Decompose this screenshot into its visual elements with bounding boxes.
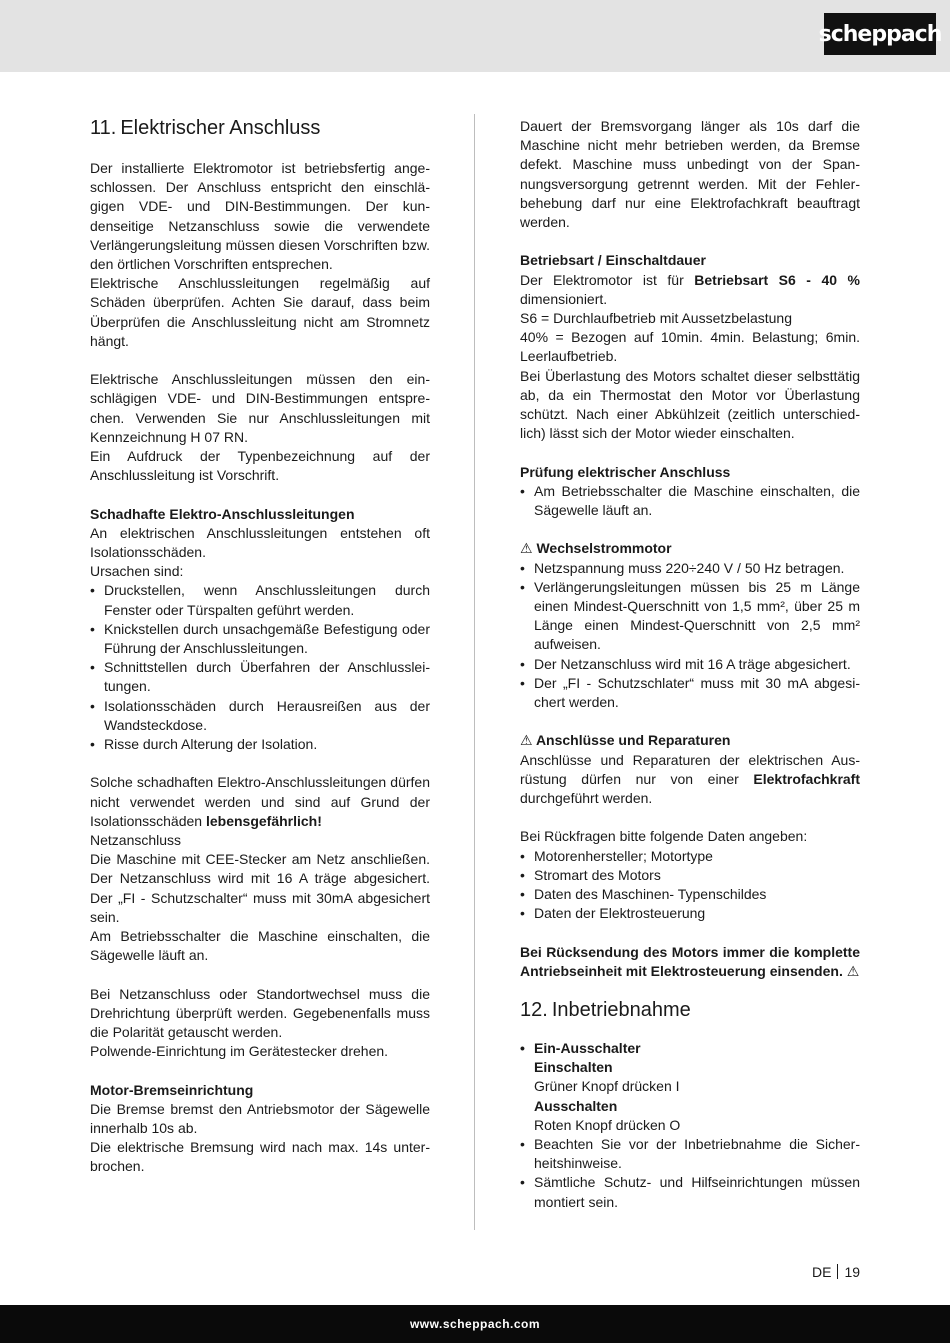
section-11-heading: 11. Elektrischer Anschluss — [90, 117, 321, 139]
list-item: • Schnittstellen durch Überfahren der Anschlussleitungen. — [90, 658, 430, 696]
paragraph: Der Elektromotor ist für Betriebsart S6 - 40 % dimensioniert. — [520, 271, 860, 307]
list-item: • Daten des Maschinen- Typenschildes — [520, 885, 860, 904]
warning-icon: ⚠ — [520, 732, 533, 749]
paragraph: 40% = Bezogen auf 10min. 4min. Belastung; 6min. Leerlaufbetrieb. — [520, 329, 860, 365]
ac-list — [520, 559, 860, 713]
paragraph: Die Maschine mit CEE-Stecker am Netz anschließen. Der Netzanschluss wird mit 16 A träge abgesichert. Der „FI - Schutzschalter“ muss mit 30mA abgesichert sein. — [90, 851, 430, 925]
column-divider — [474, 114, 475, 1230]
operating-mode-heading: Betriebsart / Einschaltdauer — [520, 252, 706, 269]
footer-url[interactable]: www.scheppach.com — [409, 1317, 541, 1331]
list-item: • Der „FI - Schutzschlater“ muss mit 30 mA abgesichert werden. — [520, 674, 860, 712]
on-text: Grüner Knopf drücken I — [534, 1078, 680, 1095]
warning-icon: ⚠ — [846, 962, 860, 979]
list-item: • Beachten Sie vor der Inbetriebnahme die Sicherheitshinweise. — [520, 1135, 860, 1173]
paragraph: Ursachen sind: — [90, 563, 184, 580]
paragraph: Netzanschluss — [90, 832, 182, 849]
list-item: • Motorenhersteller; Motortype — [520, 847, 860, 866]
paragraph: Ein Aufdruck der Typenbezeichnung auf der Anschlussleitung ist Vorschrift. — [90, 448, 430, 484]
page-number: DE 19 — [812, 1264, 861, 1280]
paragraph: Elektrische Anschlussleitungen regelmäßig auf Schäden überprüfen. Achten Sie darauf, dass beim Überprüfen die Anschlussleitung nicht am Stromnetz hängt. — [90, 275, 430, 349]
off-label: Ausschalten — [534, 1097, 618, 1114]
paragraph: Polwende-Einrichtung im Gerätestecker drehen. — [90, 1043, 389, 1060]
list-item: • Risse durch Alterung der Isolation. — [90, 735, 430, 754]
causes-list — [90, 581, 430, 754]
list-item: • Stromart des Motors — [520, 866, 860, 885]
paragraph: Bei Rückfragen bitte folgende Daten angeben: — [520, 828, 808, 845]
query-list — [520, 847, 860, 924]
paragraph: Elektrische Anschlussleitungen müssen den einschlägigen VDE- und DIN-Bestimmungen entsprechen. Verwenden Sie nur Anschlussleitungen mit Kennzeichnung H 07 RN. — [90, 371, 430, 445]
section-12-heading: 12. Inbetriebnahme — [520, 999, 691, 1022]
footer-bar — [0, 1305, 950, 1343]
list-item: • Daten der Elektrosteuerung — [520, 904, 860, 923]
paragraph: Bei Netzanschluss oder Standortwechsel muss die Drehrichtung überprüft werden. Gegebenenfalls muss die Polarität getauscht werden. — [90, 985, 430, 1041]
paragraph: An elektrischen Anschlussleitungen entstehen oft Isolationsschäden. — [90, 524, 430, 561]
list-item: • Verlängerungsleitungen müssen bis 25 m Länge einen Mindest-Querschnitt von 1,5 mm², über 25 m Länge einen Mindest-Querschnitt von 2,5 mm² aufweisen. — [520, 578, 860, 655]
final-list — [520, 1135, 860, 1212]
ac-motor-heading: ⚠ Wechselstrommotor — [520, 539, 860, 558]
off-text: Roten Knopf drücken O — [534, 1116, 681, 1133]
left-column — [90, 117, 430, 1177]
right-column — [520, 117, 860, 1212]
list-item: • Am Betriebsschalter die Maschine einschalten, die Sägewelle läuft an. — [520, 482, 860, 520]
paragraph: Am Betriebsschalter die Maschine einschalten, die Sägewelle läuft an. — [90, 928, 430, 964]
paragraph: S6 = Durchlaufbetrieb mit Aussetzbelastung — [520, 310, 792, 327]
list-item: • Netzspannung muss 220÷240 V / 50 Hz betragen. — [520, 559, 860, 578]
startup-list — [520, 1039, 860, 1058]
paragraph: Der installierte Elektromotor ist betriebsfertig angeschlossen. Der Anschluss entspricht den einschlägigen VDE- und DIN-Bestimmungen. Der kundenseitige Netzanschluss sowie die verwendete Verlängerungsleitung müssen diesen Vorschriften bzw. den örtlichen Vorschriften entsprechen. — [90, 160, 430, 273]
list-item: • Knickstellen durch unsachgemäße Befestigung oder Führung der Anschlussleitungen. — [90, 620, 430, 658]
return-note: Bei Rücksendung des Motors immer die komplette Antriebseinheit mit Elektrosteuerung einsenden. ⚠ — [520, 943, 860, 981]
paragraph: Die elektrische Bremsung wird nach max. 14s unterbrochen. — [90, 1139, 430, 1175]
damaged-cables-heading: Schadhafte Elektro-Anschlussleitungen — [90, 505, 355, 522]
on-label: Einschalten — [534, 1059, 613, 1076]
paragraph: Anschlüsse und Reparaturen der elektrischen Ausrüstung dürfen nur von einer Elektrofachkraft durchgeführt werden. — [520, 751, 860, 807]
paragraph: Die Bremse bremst den Antriebsmotor der Sägewelle innerhalb 10s ab. — [90, 1100, 430, 1137]
brake-heading: Motor-Bremseinrichtung — [90, 1081, 254, 1098]
list-item: • Der Netzanschluss wird mit 16 A träge abgesichert. — [520, 655, 860, 674]
paragraph: Bei Überlastung des Motors schaltet dieser selbsttätig ab, da ein Thermostat den Motor vor Überlastung schützt. Nach einer Abkühlzeit (zeitlich unterschiedlich) lässt sich der Motor wieder einschalten. — [520, 367, 860, 442]
list-item: • Isolationsschäden durch Herausreißen aus der Wandsteckdose. — [90, 697, 430, 735]
paragraph: Dauert der Bremsvorgang länger als 10s darf die Maschine nicht mehr betrieben werden, da Bremse defekt. Maschine muss unbedingt von der Spannungsversorgung getrennt werden. Mit der Fehlerbehebung darf nur eine Elektrofachkraft beauftragt werden. — [520, 118, 860, 231]
list-item: • Ein-Ausschalter — [520, 1039, 860, 1058]
warning-icon: ⚠ — [520, 540, 533, 557]
paragraph: Solche schadhaften Elektro-Anschlussleitungen dürfen nicht verwendet werden und sind auf Grund der Isolationsschäden lebensgefährlich! — [90, 774, 430, 829]
connection-check-heading: Prüfung elektrischer Anschluss — [520, 463, 731, 480]
repairs-heading: ⚠ Anschlüsse und Reparaturen — [520, 731, 860, 750]
list-item: • Sämtliche Schutz- und Hilfseinrichtungen müssen montiert sein. — [520, 1173, 860, 1211]
check-list — [520, 482, 860, 520]
brand-logo: scheppach — [824, 13, 936, 55]
header-bar — [0, 0, 950, 72]
list-item: • Druckstellen, wenn Anschlussleitungen durch Fenster oder Türspalten geführt werden. — [90, 581, 430, 619]
